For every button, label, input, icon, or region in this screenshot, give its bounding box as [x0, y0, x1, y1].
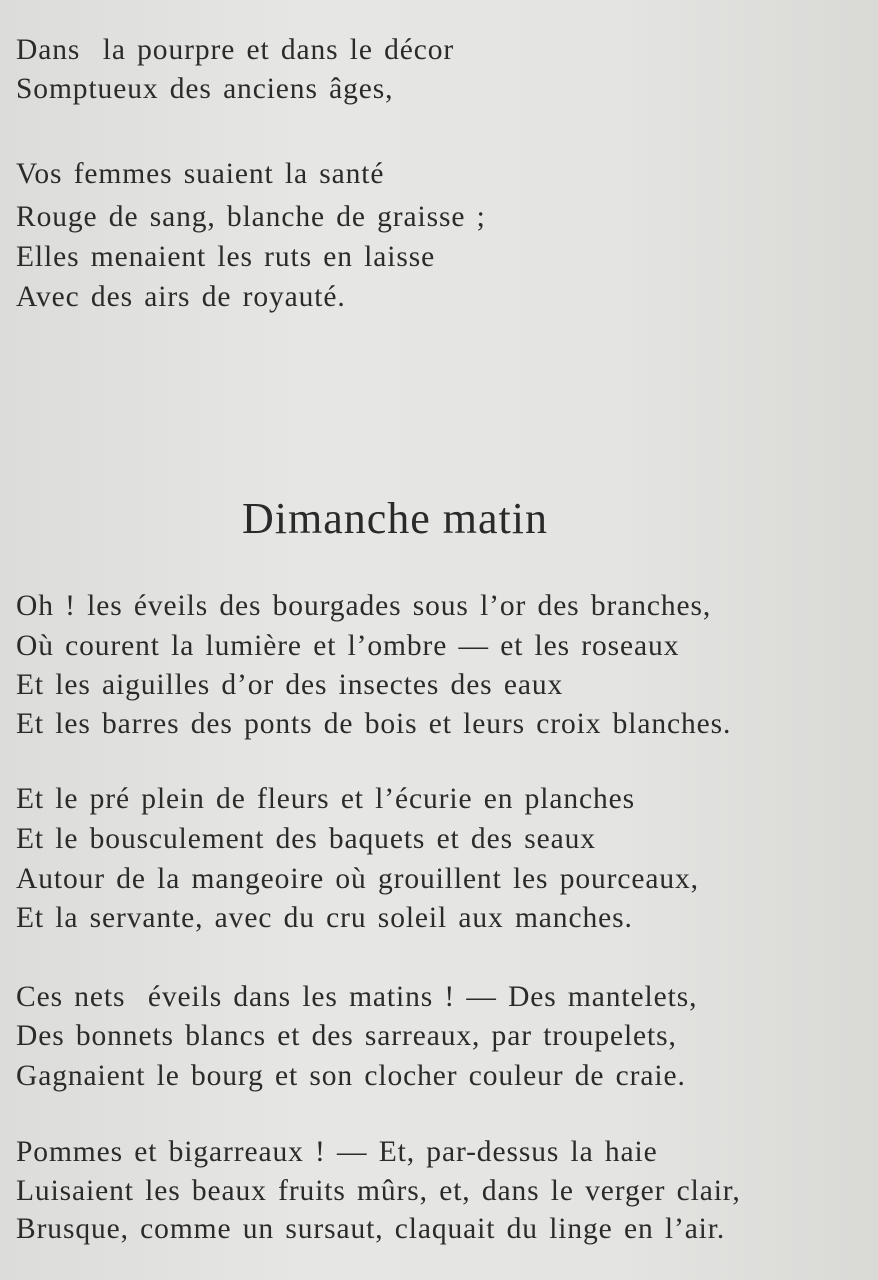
verse-line: Gagnaient le bourg et son clocher couleur de craie.: [16, 1060, 686, 1092]
verse-line: Des bonnets blancs et des sarreaux, par troupelets,: [16, 1020, 677, 1052]
verse-line: Autour de la mangeoire où grouillent les pourceaux,: [16, 863, 699, 895]
verse-line: Rouge de sang, blanche de graisse ;: [16, 201, 486, 233]
verse-line: Luisaient les beaux fruits mûrs, et, dans le verger clair,: [16, 1175, 741, 1207]
verse-line: Où courent la lumière et l’ombre — et les roseaux: [16, 630, 680, 662]
verse-line: Et le bousculement des baquets et des seaux: [16, 823, 596, 855]
verse-line: Somptueux des anciens âges,: [16, 73, 394, 105]
verse-line: Oh ! les éveils des bourgades sous l’or des branches,: [16, 590, 712, 622]
verse-line: Et les barres des ponts de bois et leurs croix blanches.: [16, 708, 732, 740]
verse-line: Ces nets éveils dans les matins ! — Des mantelets,: [16, 981, 698, 1013]
verse-line: Dans la pourpre et dans le décor: [16, 34, 455, 66]
verse-line: Pommes et bigarreaux ! — Et, par-dessus la haie: [16, 1136, 658, 1168]
verse-line: Et la servante, avec du cru soleil aux manches.: [16, 902, 633, 934]
verse-line: Brusque, comme un sursaut, claquait du linge en l’air.: [16, 1213, 726, 1245]
verse-line: Elles menaient les ruts en laisse: [16, 241, 436, 273]
poem-title: Dimanche matin: [241, 494, 548, 543]
verse-line: Et les aiguilles d’or des insectes des eaux: [16, 669, 564, 701]
verse-line: Et le pré plein de fleurs et l’écurie en planches: [16, 783, 636, 815]
verse-line: Avec des airs de royauté.: [16, 281, 346, 313]
verse-line: Vos femmes suaient la santé: [16, 158, 385, 190]
